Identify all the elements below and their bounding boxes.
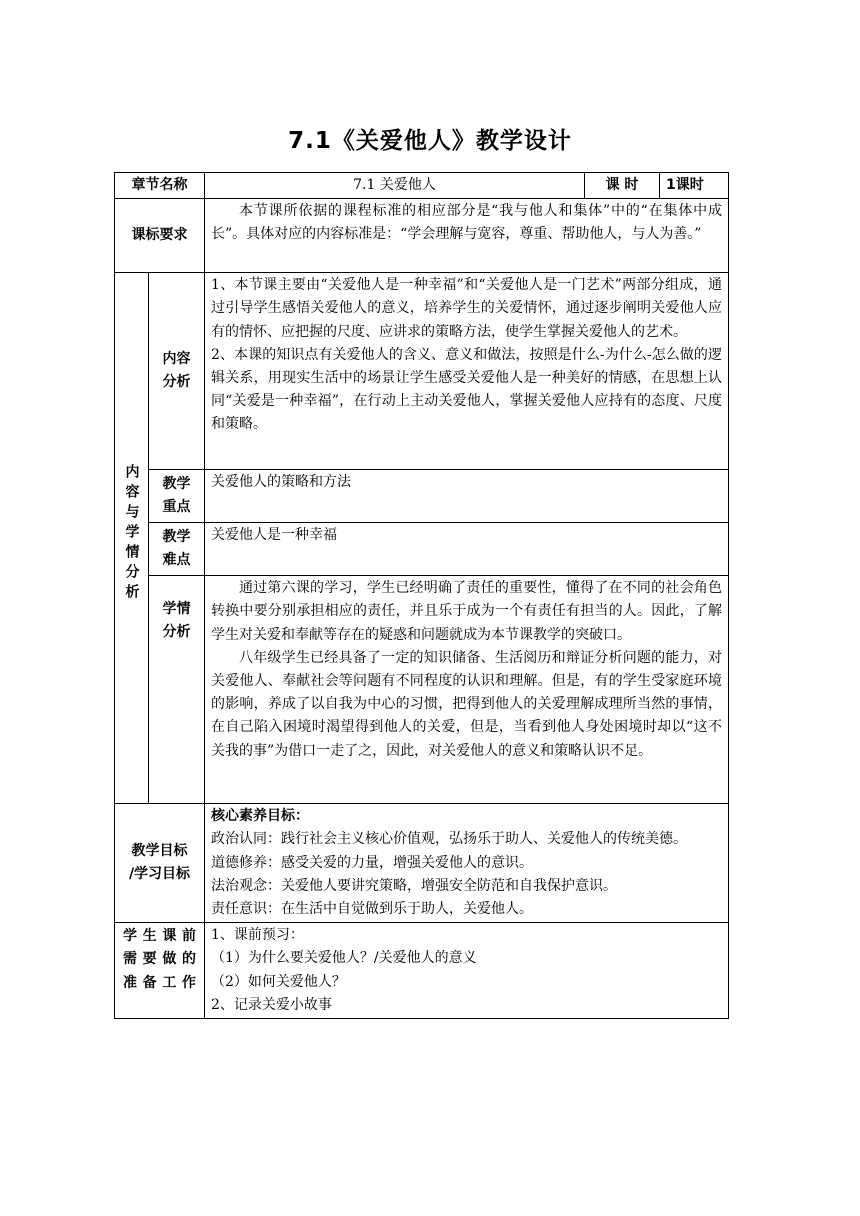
learner-analysis-para-1: 通过第六课的学习，学生已经明确了责任的重要性，懂得了在不同的社会角色转换中要分别承担相应的责任，并且乐于成为一个有责任有担当的人。因此，了解学生对关爱和奉献等存在的疑惑和问题就成为本节课教学的突破口。 bbox=[211, 580, 722, 643]
content-analysis-cell bbox=[205, 273, 729, 470]
prep-item: （1）为什么要关爱他人？/关爱他人的意义 bbox=[211, 950, 477, 967]
prep-cell bbox=[205, 923, 729, 1019]
prep-label bbox=[115, 923, 205, 1019]
period-value: 1课时 bbox=[660, 173, 729, 199]
key-point-text: 关爱他人的策略和方法 bbox=[205, 470, 729, 523]
goals-heading: 核心素养目标： bbox=[211, 808, 309, 825]
analysis-group-label bbox=[115, 273, 149, 804]
difficulty-label-1: 教学 bbox=[162, 529, 191, 546]
learner-analysis-row bbox=[115, 576, 729, 804]
content-analysis-label-1: 内容 bbox=[162, 351, 191, 368]
content-analysis-row bbox=[115, 273, 729, 470]
prep-row bbox=[115, 923, 729, 1019]
prep-item: （2）如何关爱他人？ bbox=[211, 973, 346, 990]
learner-analysis-para-2: 八年级学生已经具备了一定的知识储备、生活阅历和辩证分析问题的能力，对关爱他人、奉献社会等问题有不同程度的认识和理解。但是，有的学生受家庭环境的影响，养成了以自我为中心的习惯，把得到他人的关爱理解成理所当然的事情，在自己陷入困境时渴望得到他人的关爱，但是，当看到他人身处困境时却以“这不关我的事”为借口一走了之，因此，对关爱他人的意义和策略认识不足。 bbox=[211, 649, 722, 759]
difficulty-label-2: 难点 bbox=[162, 552, 191, 569]
goals-label-1: 教学目标 bbox=[131, 843, 188, 859]
content-analysis-para-1: 1、本节课主要由“关爱他人是一种幸福”和“关爱他人是一门艺术”两部分组成，通过引导学生感悟关爱他人的意义，培养学生的关爱情怀，通过逐步阐明关爱他人应有的情怀、应把握的尺度、应讲求的策略方法，使学生掌握关爱他人的艺术。 bbox=[211, 277, 722, 340]
prep-label-2: 需要做的 bbox=[123, 951, 196, 968]
prep-label-1: 学生课前 bbox=[123, 928, 196, 945]
key-point-label-1: 教学 bbox=[162, 476, 191, 493]
analysis-group-text: 内容与学情分析 bbox=[123, 464, 140, 605]
lesson-plan-table bbox=[114, 172, 729, 1019]
key-point-label bbox=[149, 470, 205, 523]
learner-analysis-cell bbox=[205, 576, 729, 804]
chapter-value: 7.1 关爱他人 bbox=[205, 173, 585, 199]
curriculum-label: 课标要求 bbox=[115, 199, 205, 273]
goals-row bbox=[115, 804, 729, 923]
difficulty-text: 关爱他人是一种幸福 bbox=[205, 523, 729, 576]
prep-label-3: 准备工作 bbox=[123, 974, 196, 991]
learner-analysis-label bbox=[149, 576, 205, 804]
difficulty-row bbox=[115, 523, 729, 576]
goal-item: 责任意识：在生活中自觉做到乐于助人，关爱他人。 bbox=[211, 901, 533, 918]
document-title: 7.1《关爱他人》教学设计 bbox=[288, 128, 572, 154]
goal-item: 法治观念：关爱他人要讲究策略，增强安全防范和自我保护意识。 bbox=[211, 877, 617, 894]
difficulty-label bbox=[149, 523, 205, 576]
header-row bbox=[115, 173, 729, 199]
goals-cell bbox=[205, 804, 729, 923]
goal-item: 政治认同：践行社会主义核心价值观，弘扬乐于助人、关爱他人的传统美德。 bbox=[211, 831, 687, 848]
key-point-label-2: 重点 bbox=[162, 499, 191, 516]
chapter-label: 章节名称 bbox=[115, 173, 205, 199]
content-analysis-para-2: 2、本课的知识点有关爱他人的含义、意义和做法，按照是什么-为什么-怎么做的逻辑关系，用现实生活中的场景让学生感受关爱他人是一种美好的情感，在思想上认同“关爱是一种幸福”，在行动上主动关爱他人，掌握关爱他人应持有的态度、尺度和策略。 bbox=[211, 346, 722, 433]
prep-item: 1、课前预习： bbox=[211, 927, 304, 944]
curriculum-cell bbox=[205, 199, 729, 273]
curriculum-row bbox=[115, 199, 729, 273]
goals-label bbox=[115, 804, 205, 923]
content-analysis-label-2: 分析 bbox=[162, 374, 191, 391]
learner-analysis-label-2: 分析 bbox=[162, 624, 191, 641]
goal-item: 道德修养：感受关爱的力量，增强关爱他人的意识。 bbox=[211, 854, 533, 871]
content-analysis-label bbox=[149, 273, 205, 470]
key-point-row bbox=[115, 470, 729, 523]
period-label: 课 时 bbox=[585, 173, 660, 199]
learner-analysis-label-1: 学情 bbox=[162, 601, 191, 618]
goals-label-2: /学习目标 bbox=[128, 866, 191, 883]
curriculum-text: 本节课所依据的课程标准的相应部分是“我与他人和集体”中的“在集体中成长”。具体对应的内容标准是：“学会理解与宽容，尊重、帮助他人，与人为善。” bbox=[211, 203, 722, 243]
prep-item: 2、记录关爱小故事 bbox=[211, 996, 332, 1013]
